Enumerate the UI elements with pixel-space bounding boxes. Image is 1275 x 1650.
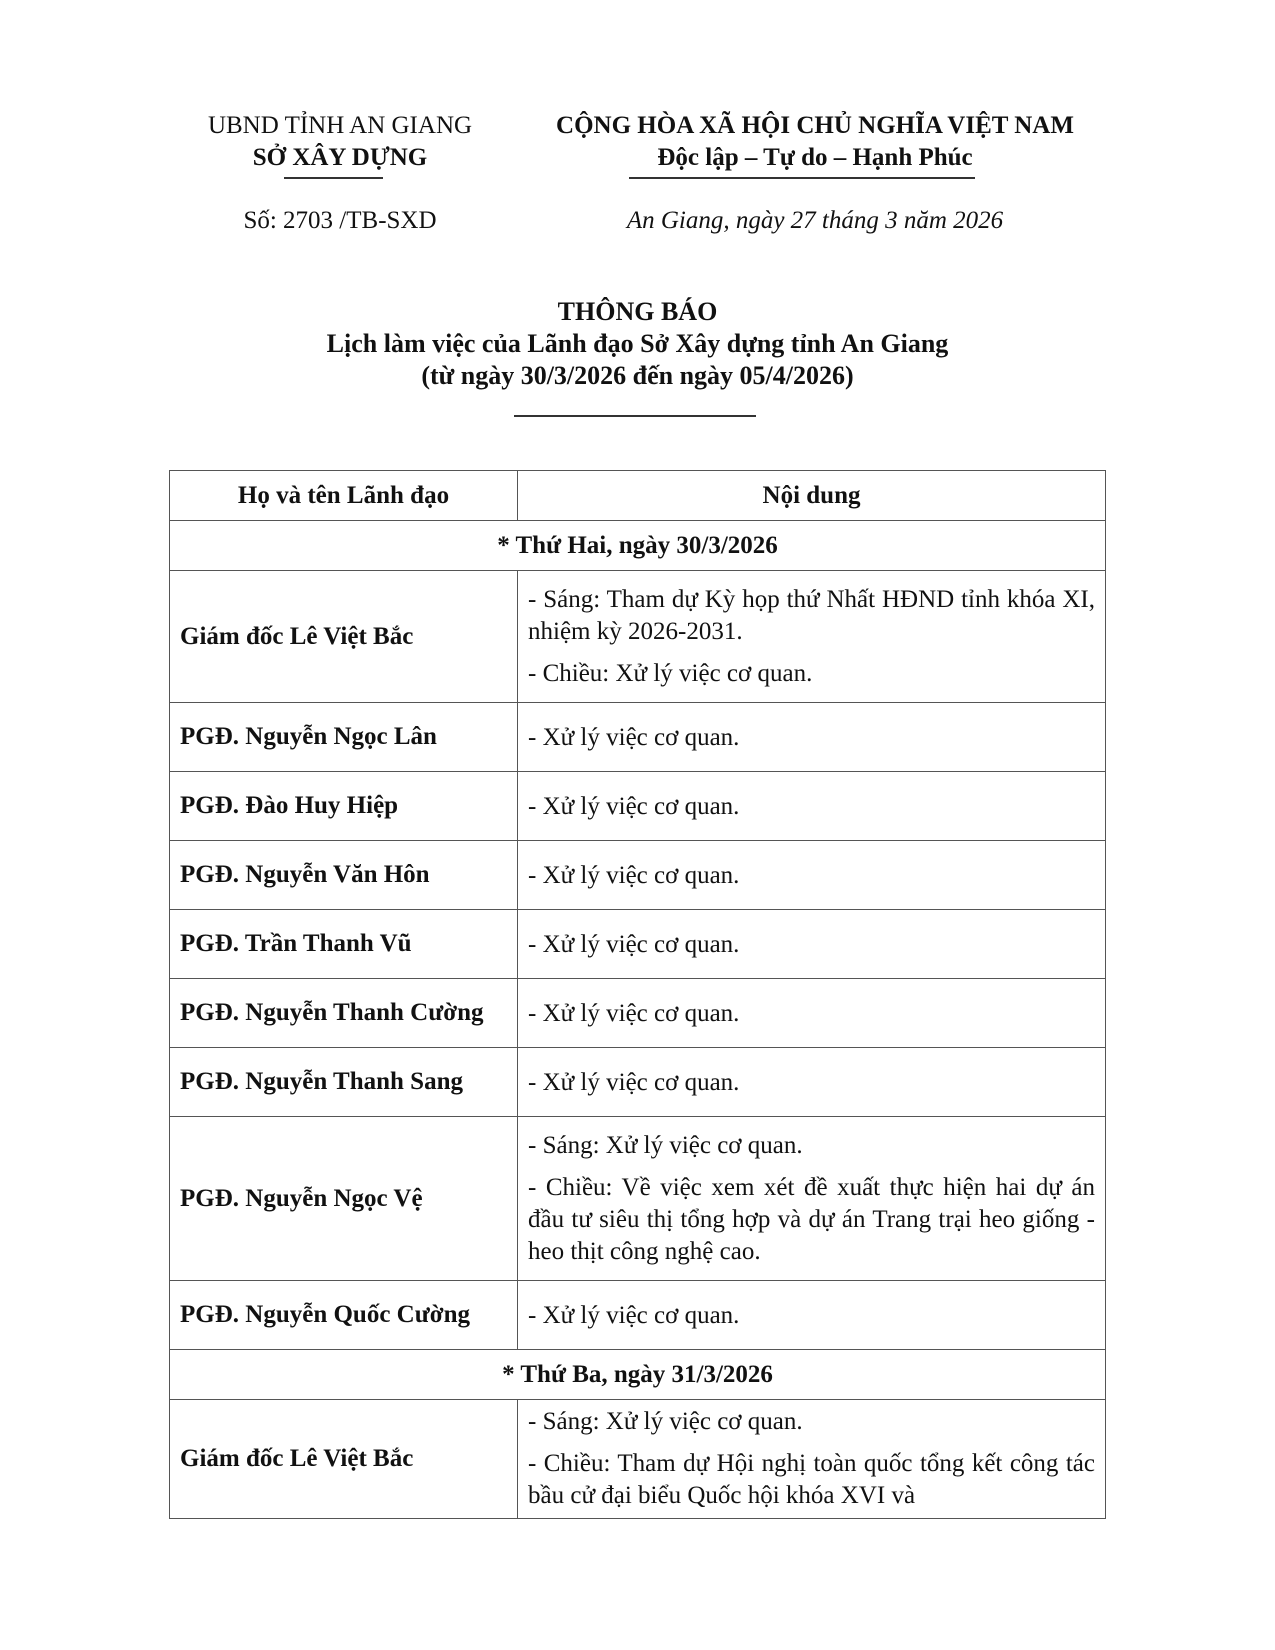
table-row (170, 1281, 1106, 1350)
schedule-content (518, 571, 1106, 703)
document-subject: Lịch làm việc của Lãnh đạo Sở Xây dựng tỉnh An Giang (326, 329, 949, 358)
schedule-content (518, 1117, 1106, 1281)
motto-underline (629, 177, 975, 179)
day-label: * Thứ Hai, ngày 30/3/2026 (170, 521, 1106, 571)
national-title: CỘNG HÒA XÃ HỘI CHỦ NGHĨA VIỆT NAM (556, 112, 1074, 139)
header-content: Nội dung (518, 471, 1106, 521)
leader-name: PGĐ. Nguyễn Văn Hôn (170, 841, 518, 910)
schedule-item: - Xử lý việc cơ quan. (528, 862, 740, 889)
schedule-content (518, 1048, 1106, 1117)
schedule-item: - Chiều: Về việc xem xét đề xuất thực hiện hai dự án đầu tư siêu thị tổng hợp và dự án Trang trại heo giống - heo thịt công nghệ cao. (528, 1173, 1095, 1265)
schedule-content (518, 703, 1106, 772)
table-row (170, 979, 1106, 1048)
issuing-agency-block (180, 110, 500, 174)
national-header-block (515, 110, 1115, 174)
schedule-item: - Sáng: Tham dự Kỳ họp thứ Nhất HĐND tỉnh khóa XI, nhiệm kỳ 2026-2031. (528, 585, 1095, 645)
agency-name: SỞ XÂY DỰNG (252, 144, 428, 171)
schedule-content (518, 1400, 1106, 1519)
schedule-content (518, 910, 1106, 979)
table-row (170, 1048, 1106, 1117)
leader-name: PGĐ. Nguyễn Thanh Cường (170, 979, 518, 1048)
table-row (170, 571, 1106, 703)
document-number: Số: 2703 /TB-SXD (243, 207, 437, 234)
leader-name: PGĐ. Nguyễn Quốc Cường (170, 1281, 518, 1350)
schedule-item: - Sáng: Xử lý việc cơ quan. (528, 1131, 803, 1159)
day-label: * Thứ Ba, ngày 31/3/2026 (170, 1350, 1106, 1400)
parent-agency: UBND TỈNH AN GIANG (207, 112, 473, 139)
schedule-item: - Chiều: Tham dự Hội nghị toàn quốc tổng kết công tác bầu cử đại biểu Quốc hội khóa XVI và (528, 1450, 1095, 1509)
document-period: (từ ngày 30/3/2026 đến ngày 05/4/2026) (421, 361, 854, 390)
schedule-table (169, 470, 1106, 1519)
national-motto: Độc lập – Tự do – Hạnh Phúc (657, 144, 973, 171)
schedule-content (518, 841, 1106, 910)
agency-underline (284, 177, 383, 179)
schedule-item: - Xử lý việc cơ quan. (528, 1302, 740, 1329)
schedule-content (518, 772, 1106, 841)
place-and-date: An Giang, ngày 27 tháng 3 năm 2026 (626, 207, 1004, 234)
title-underline (514, 415, 756, 417)
schedule-item: - Sáng: Xử lý việc cơ quan. (528, 1408, 803, 1435)
table-row (170, 772, 1106, 841)
table-row (170, 1400, 1106, 1519)
schedule-item: - Xử lý việc cơ quan. (528, 931, 740, 958)
schedule-item: - Xử lý việc cơ quan. (528, 793, 740, 820)
schedule-item: - Xử lý việc cơ quan. (528, 1069, 740, 1096)
table-row (170, 841, 1106, 910)
leader-name: PGĐ. Nguyễn Ngọc Lân (170, 703, 518, 772)
table-header-row (170, 471, 1106, 521)
schedule-item: - Xử lý việc cơ quan. (528, 724, 740, 751)
day-row (170, 521, 1106, 571)
table-row (170, 910, 1106, 979)
leader-name: PGĐ. Đào Huy Hiệp (170, 772, 518, 841)
leader-name: PGĐ. Nguyễn Thanh Sang (170, 1048, 518, 1117)
schedule-content (518, 979, 1106, 1048)
schedule-content (518, 1281, 1106, 1350)
document-title-block (170, 296, 1105, 392)
day-row (170, 1350, 1106, 1400)
schedule-item: - Chiều: Xử lý việc cơ quan. (528, 659, 813, 687)
leader-name: Giám đốc Lê Việt Bắc (170, 571, 518, 703)
schedule-item: - Xử lý việc cơ quan. (528, 1000, 740, 1027)
leader-name: Giám đốc Lê Việt Bắc (170, 1400, 518, 1519)
document-type: THÔNG BÁO (557, 297, 718, 326)
header-leader-name: Họ và tên Lãnh đạo (170, 471, 518, 521)
table-row (170, 703, 1106, 772)
table-row (170, 1117, 1106, 1281)
leader-name: PGĐ. Trần Thanh Vũ (170, 910, 518, 979)
leader-name: PGĐ. Nguyễn Ngọc Vệ (170, 1117, 518, 1281)
